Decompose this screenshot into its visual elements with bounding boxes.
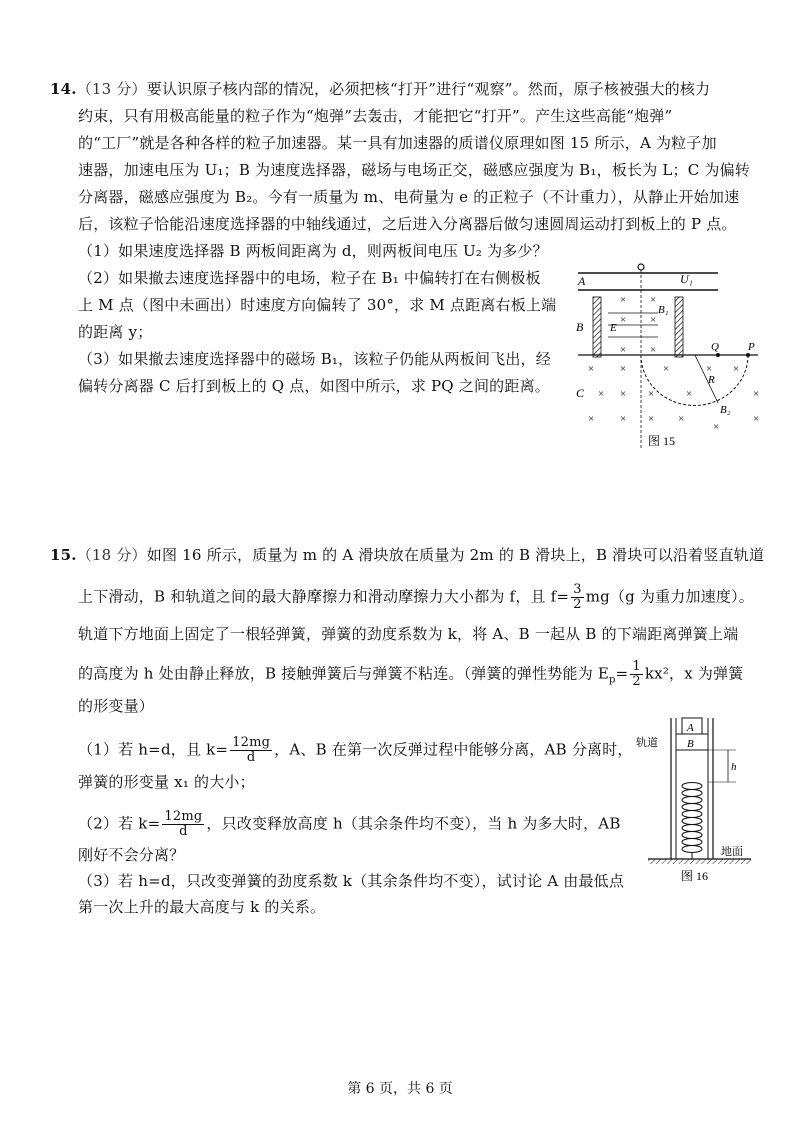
q14-text-1: 要认识原子核内部的情况，必须把核“打开”进行“观察”。然而，原子核被强大的核力	[146, 80, 711, 98]
fig16-label-track: 轨道	[636, 737, 658, 749]
q14-line-1	[50, 80, 710, 98]
svg-text:×: ×	[648, 388, 655, 400]
q14-number: 14.	[50, 80, 77, 98]
q15-line-1	[50, 546, 764, 564]
fraction-3-over-2	[571, 583, 583, 612]
svg-text:×: ×	[650, 314, 657, 326]
q14-sub3-line-2: 偏转分离器 C 后打到板上的 Q 点，如图中所示，求 PQ 之间的距离。	[78, 377, 550, 395]
svg-text:×: ×	[686, 388, 693, 400]
q14-line-2: 约束，只有用极高能量的粒子作为“炮弹”去轰击，才能把它“打开”。产生这些高能“炮弹”	[78, 107, 673, 125]
q15-line-3: 轨道下方地面上固定了一根轻弹簧，弹簧的劲度系数为 k，将 A、B 一起从 B 的下端距离弹簧上端	[78, 625, 739, 643]
q15-sub2-a: （2）若 k=	[78, 814, 161, 833]
q14-sub3-line-1: （3）如果撤去速度选择器中的磁场 B₁，该粒子仍能从两板间飞出，经	[78, 350, 551, 368]
q15-sub1-a: （1）若 h=d，且 k=	[78, 740, 229, 759]
figure-15	[568, 255, 768, 455]
q15-line-4b: kx²，x 为弹簧	[644, 664, 744, 683]
q15-sub2-line-2: 刚好不会分离？	[78, 846, 185, 864]
b2-field-crosses	[588, 363, 759, 433]
q15-sub3-line-1: （3）若 h=d，只改变弹簧的劲度系数 k（其余条件均不变），试讨论 A 由最低点	[78, 872, 625, 890]
q15-line-4	[78, 660, 743, 690]
q14-sub2-line-1: （2）如果撤去速度选择器中的电场，粒子在 B₁ 中偏转打在右侧极板	[78, 269, 541, 287]
svg-text:×: ×	[678, 413, 685, 425]
fig16-caption: 图 16	[681, 869, 709, 883]
svg-text:×: ×	[753, 413, 760, 425]
q14-line-3: 的“工厂”就是各种各样的粒子加速器。某一具有加速器的质谱仪原理如图 15 所示，A 为粒子加	[78, 134, 717, 152]
point-q	[716, 353, 720, 357]
frac-num: 1	[632, 659, 641, 674]
frac-den: 2	[632, 674, 641, 689]
q15-line-2	[78, 583, 754, 612]
q15-line-4a: 的高度为 h 处由静止释放，B 接触弹簧后与弹簧不粘连。（弹簧的弹性势能为 E	[78, 664, 610, 683]
q14-sub2-line-2: 上 M 点（图中未画出）时速度方向偏转了 30°，求 M 点距离右板上端	[78, 296, 557, 314]
frac-den: 2	[573, 597, 582, 612]
svg-text:×: ×	[706, 363, 713, 375]
fig15-label-q: Q	[711, 341, 719, 353]
frac-den: d	[179, 824, 188, 839]
svg-text:×: ×	[588, 413, 595, 425]
frac-num: 3	[573, 582, 582, 597]
plate-b-left	[593, 297, 601, 357]
svg-text:×: ×	[650, 344, 657, 356]
frac-den: d	[246, 750, 256, 765]
q14-line-5: 分离器，磁感应强度为 B₂。今有一质量为 m、电荷量为 e 的正粒子（不计重力），从静止开始加速	[78, 188, 740, 206]
svg-text:×: ×	[713, 421, 720, 433]
svg-text:×: ×	[620, 363, 627, 375]
q14-sub2-line-3: 的距离 y；	[78, 323, 153, 341]
fraction-1-over-2	[630, 660, 642, 689]
q15-sub2	[78, 810, 621, 839]
svg-text:×: ×	[650, 294, 657, 306]
svg-text:×: ×	[598, 388, 605, 400]
svg-text:×: ×	[588, 363, 595, 375]
fig15-label-e: E	[610, 322, 617, 334]
q14-line-4: 速器，加速电压为 U₁；B 为速度选择器，磁场与电场正交，磁感应强度为 B₁，板长为 L；C 为偏转	[78, 161, 750, 179]
page-footer: 第 6 页，共 6 页	[347, 1081, 453, 1097]
frac-num: 12mg	[164, 809, 203, 824]
fig16-label-ground: 地面	[721, 846, 743, 858]
fig15-label-b1: B₁	[658, 304, 669, 316]
q14-points: （13 分）	[76, 80, 147, 98]
plate-b-right	[675, 297, 683, 357]
q15-number: 15.	[50, 546, 77, 564]
fig16-label-a: A	[687, 722, 694, 734]
fig15-label-b: B	[576, 320, 584, 334]
q15-sub2-b: ，只改变释放高度 h（其余条件均不变），当 h 为多大时，AB	[206, 814, 621, 833]
q15-sub1-line-2: 弹簧的形变量 x₁ 的大小；	[78, 773, 255, 791]
ground-hatch	[648, 859, 751, 864]
source-dot	[638, 264, 644, 270]
particle-trajectory	[641, 355, 748, 405]
fig15-label-c: C	[576, 386, 585, 400]
svg-text:×: ×	[620, 344, 627, 356]
fig15-label-p: P	[748, 341, 755, 353]
fig15-caption: 图 15	[648, 434, 676, 448]
q15-sub1	[78, 736, 633, 765]
svg-text:×: ×	[620, 314, 627, 326]
svg-text:×: ×	[753, 388, 760, 400]
frac-num: 12mg	[232, 735, 271, 750]
fig16-label-h: h	[731, 761, 737, 773]
q15-line-5: 的形变量）	[78, 697, 155, 715]
fig16-label-b: B	[687, 738, 694, 750]
svg-text:×: ×	[648, 413, 655, 425]
q15-sub1-b: ，A、B 在第一次反弹过程中能够分离，AB 分离时，	[274, 740, 633, 759]
fraction-12mg-over-d	[230, 736, 272, 765]
fraction-12mg-over-d-2	[162, 810, 204, 839]
figure-16	[636, 714, 766, 884]
equals-sign: =	[615, 664, 629, 683]
q15-points: （18 分）	[76, 546, 147, 564]
q15-line-2b: mg（g 为重力加速度）。	[585, 587, 754, 606]
svg-text:×: ×	[620, 388, 627, 400]
q15-sub3-line-2: 第一次上升的最大高度与 k 的关系。	[78, 898, 326, 916]
svg-text:×: ×	[663, 363, 670, 375]
ep-subscript: p	[609, 674, 616, 686]
q14-sub1: （1）如果速度选择器 B 两板间距离为 d，则两板间电压 U₂ 为多少？	[78, 242, 548, 260]
q14-line-6: 后，该粒子恰能沿速度选择器的中轴线通过，之后进入分离器后做匀速圆周运动打到板上的 P 点。	[78, 215, 737, 233]
fig15-label-a: A	[578, 274, 586, 288]
fig15-label-b2: B₂	[720, 404, 731, 416]
fig15-label-r: R	[708, 374, 715, 386]
q15-line-2a: 上下滑动，B 和轨道之间的最大静摩擦力和滑动摩擦力大小都为 f，且 f=	[78, 587, 570, 606]
svg-text:×: ×	[620, 294, 627, 306]
spring	[682, 783, 702, 860]
q15-text-1: 如图 16 所示，质量为 m 的 A 滑块放在质量为 2m 的 B 滑块上，B 滑块可以沿着竖直轨道	[146, 546, 765, 564]
svg-text:×: ×	[620, 413, 627, 425]
svg-text:×: ×	[733, 363, 740, 375]
fig15-label-u1: U₁	[680, 272, 693, 286]
